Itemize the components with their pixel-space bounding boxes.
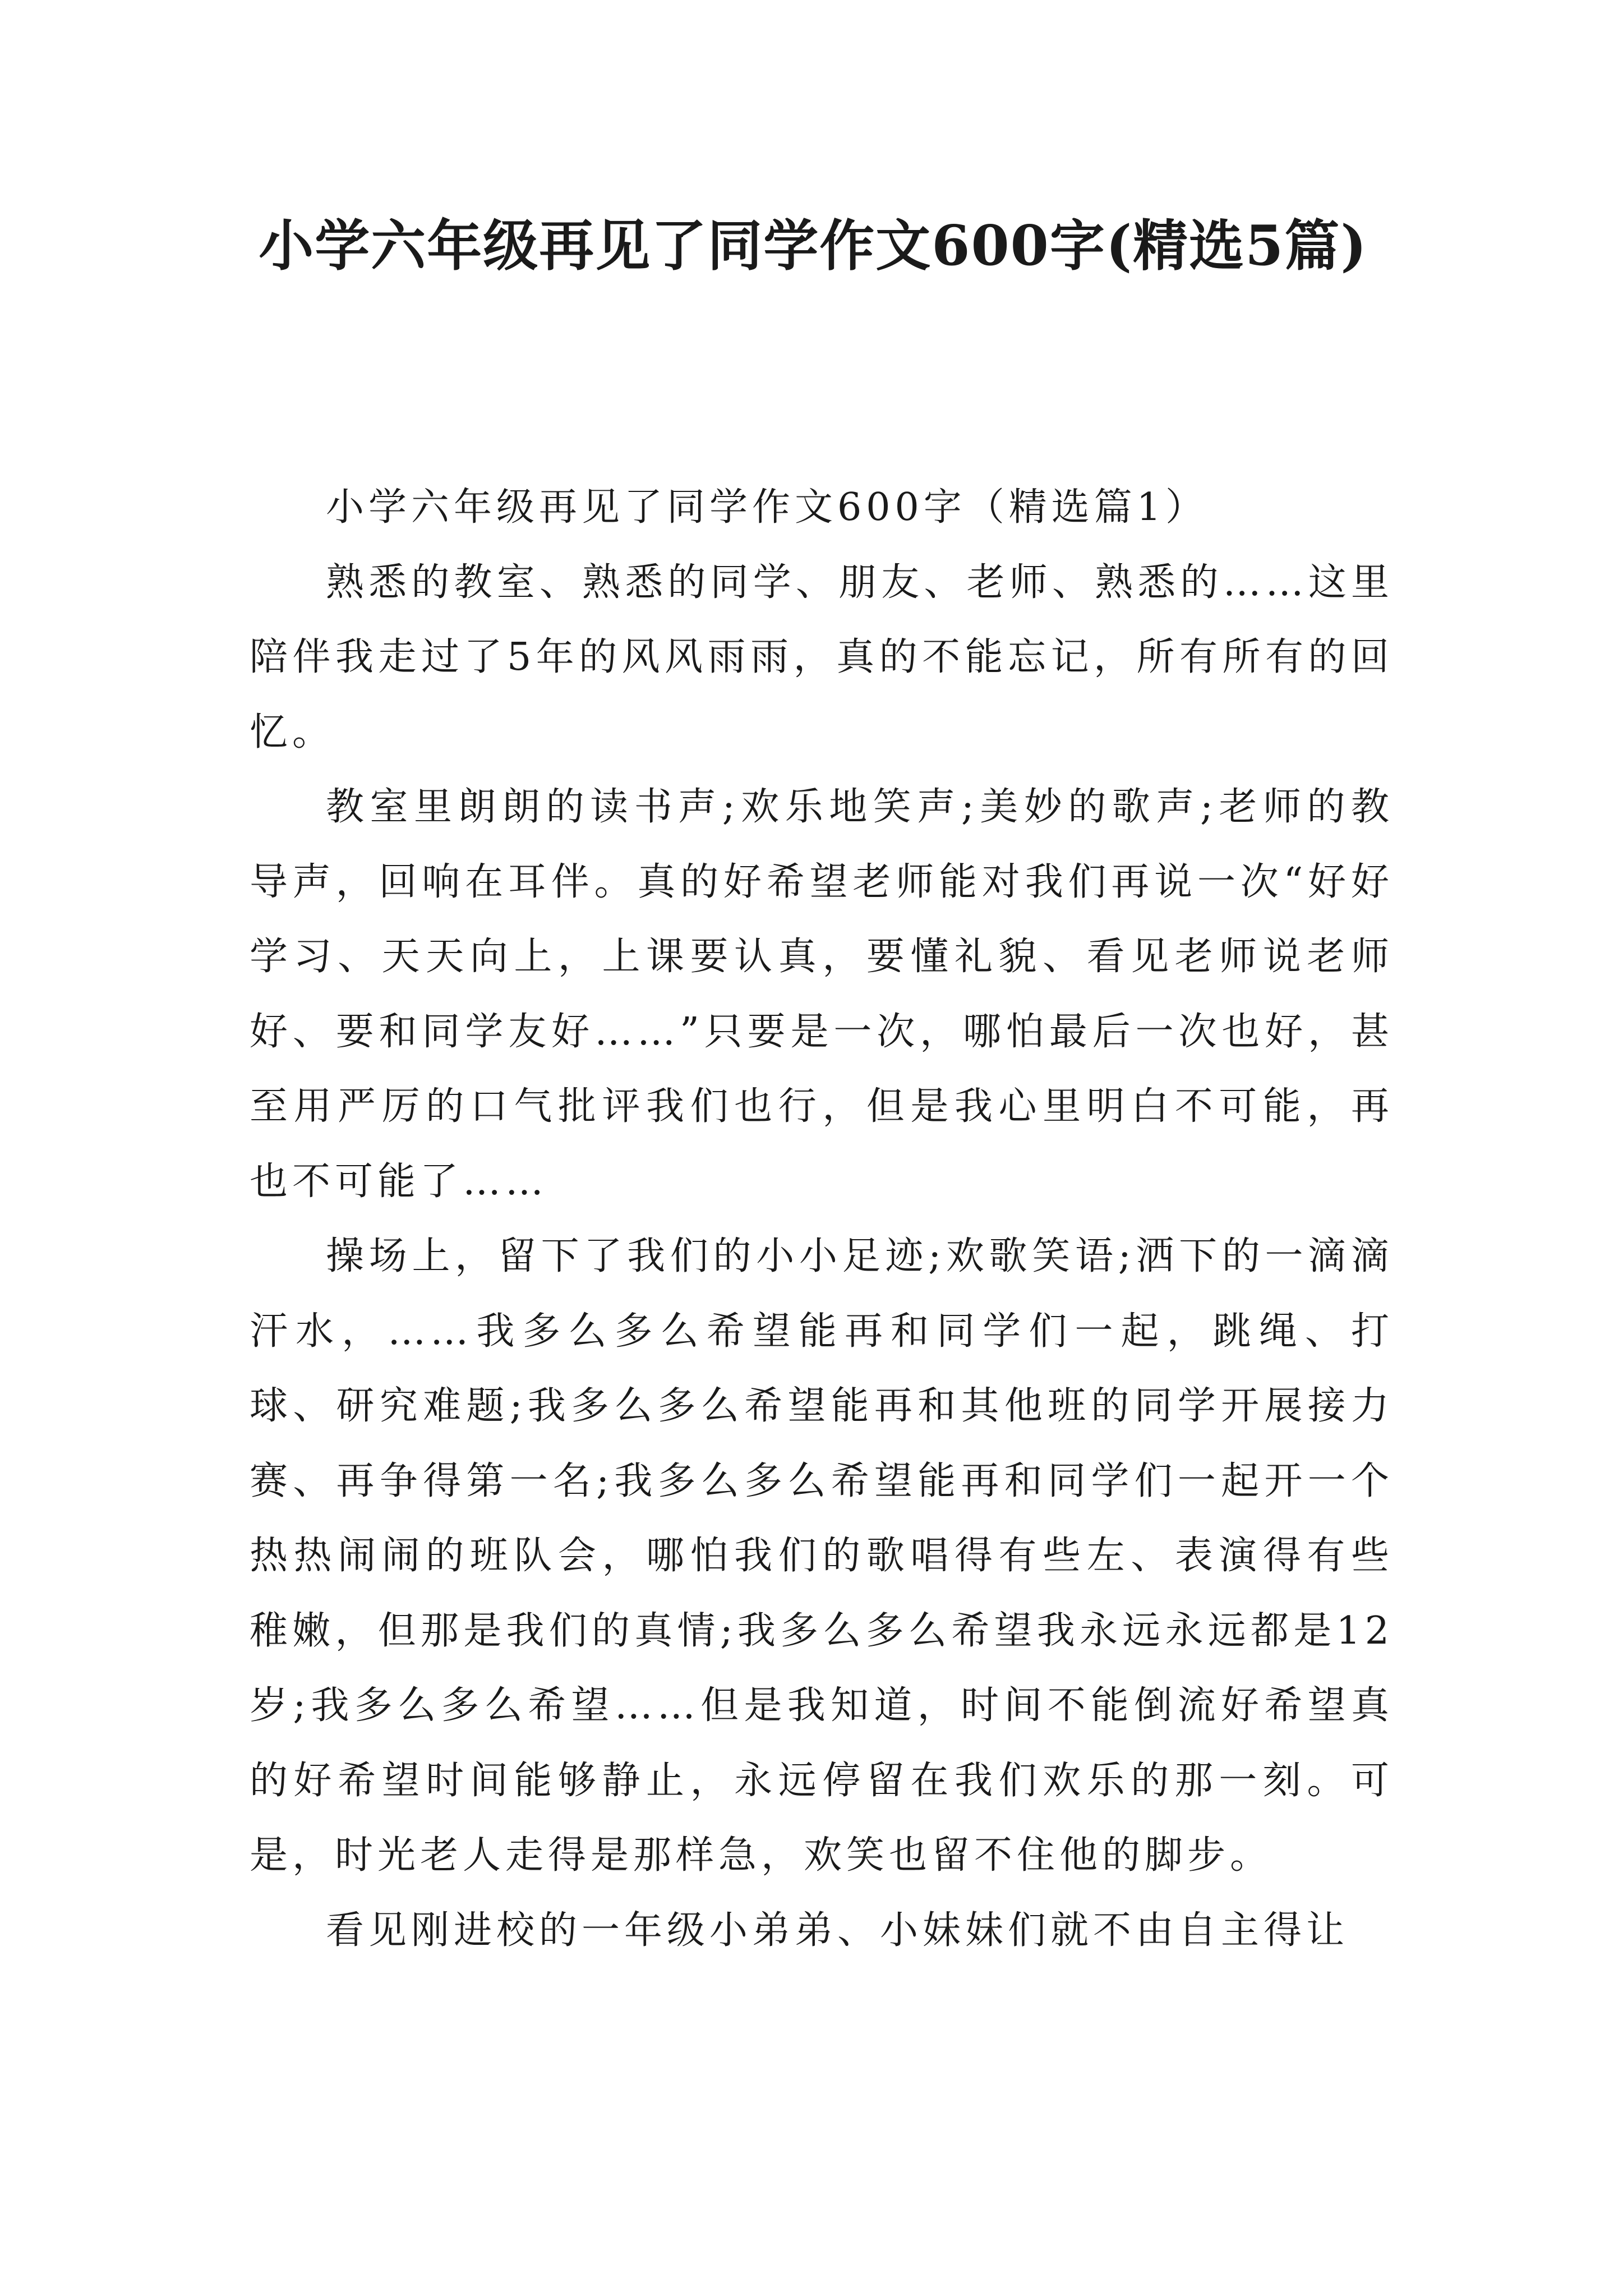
paragraph: 熟悉的教室、熟悉的同学、朋友、老师、熟悉的……这里陪伴我走过了5年的风风雨雨，真的不能忘记，所有所有的回忆。 — [250, 560, 1394, 754]
paragraph: 教室里朗朗的读书声;欢乐地笑声;美妙的歌声;老师的教导声，回响在耳伴。真的好希望老师能对我们再说一次“好好学习、天天向上，上课要认真，要懂礼貌、看见老师说老师好、要和同学友好……”只要是一次，哪怕最后一次也好，甚至用严厉的口气批评我们也行，但是我心里明白不可能，再也不可能了…… — [250, 785, 1394, 1204]
paragraph: 看见刚进校的一年级小弟弟、小妹妹们就不由自主得让 — [326, 1908, 1349, 1953]
document-body — [250, 470, 1394, 1968]
document-title: 小学六年级再见了同学作文600字(精选5篇) — [259, 214, 1368, 278]
paragraph: 操场上，留下了我们的小小足迹;欢歌笑语;洒下的一滴滴汗水，……我多么多么希望能再和同学们一起，跳绳、打球、研究难题;我多么多么希望能再和其他班的同学开展接力赛、再争得第一名;我多么多么希望能再和同学们一起开一个热热闹闹的班队会，哪怕我们的歌唱得有些左、表演得有些稚嫩，但那是我们的真情;我多么多么希望我永远永远都是12岁;我多么多么希望……但是我知道，时间不能倒流好希望真的好希望时间能够静止，永远停留在我们欢乐的那一刻。可是，时光老人走得是那样急，欢笑也留不住他的脚步。 — [250, 1234, 1394, 1878]
essay-subtitle: 小学六年级再见了同学作文600字（精选篇1） — [326, 485, 1209, 530]
